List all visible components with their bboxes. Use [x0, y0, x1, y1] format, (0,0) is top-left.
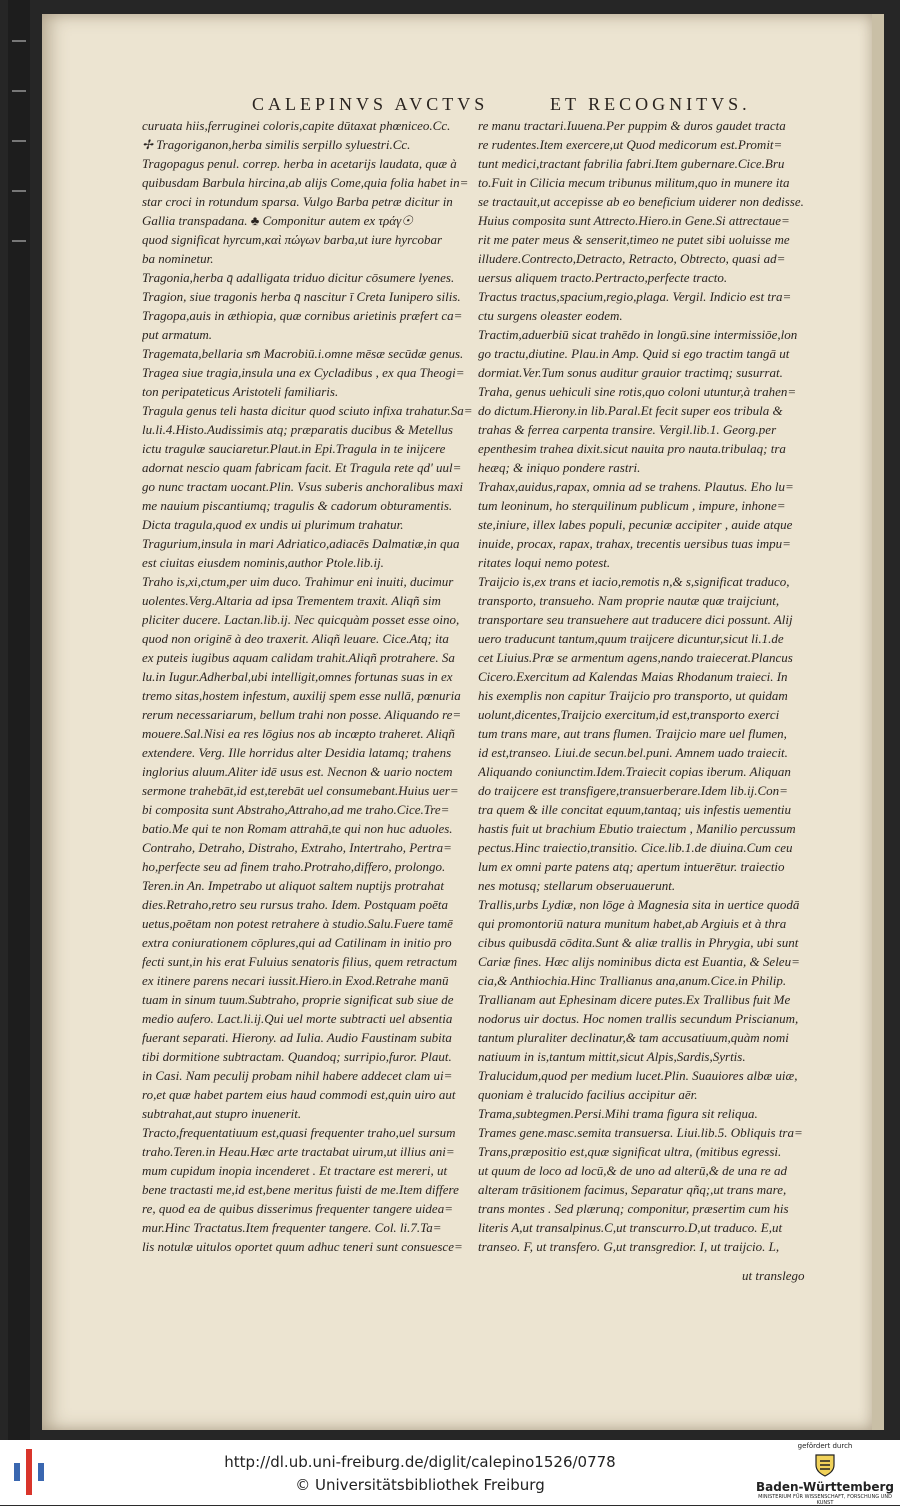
text-line: Cicero.Exercitum ad Kalendas Maias Rhodanum traieci. In	[478, 669, 788, 684]
text-line: Trallis,urbs Lydiæ, non lōge à Magnesia sita in uertice quodā	[478, 897, 800, 912]
text-line: dormiat.Ver.Tum sonus auditur grauior tractimq; susurrat.	[478, 365, 783, 380]
text-line: Tragea siue tragia,insula una ex Cycladibus , ex qua Theogi=	[142, 365, 465, 380]
text-line: tum trans mare, aut trans flumen. Traijcio mare uel flumen,	[478, 726, 787, 741]
text-line: illudere.Contrecto,Detracto, Retracto, Obtrecto, quasi ad=	[478, 251, 786, 266]
text-line: re rudentes.Item exercere,ut Quod medicorum est.Promit=	[478, 137, 783, 152]
text-line: ex itinere parens necari iussit.Hiero.in Exod.Retrahe manū	[142, 973, 449, 988]
left-text-column	[142, 116, 476, 1256]
text-line: quod significat hyrcum,καὶ πώγων barba,ut iure hyrcobar	[142, 232, 443, 247]
text-line: Trans,præpositio est,quæ significat ultra, (mitibus egressi.	[478, 1144, 782, 1159]
text-line: sermone trahebāt,id est,terebāt uel consumebant.Huius uer=	[142, 783, 459, 798]
logo-bar-right	[38, 1463, 44, 1481]
text-line: uero traducunt tantum,quum traijcere dicuntur,sicut li.1.de	[478, 631, 784, 646]
crest-icon	[812, 1452, 838, 1478]
text-line: Trames gene.masc.semita transuersa. Liui.lib.5. Obliquis tra=	[478, 1125, 803, 1140]
text-line: heæq; & iniquo pondere rastri.	[478, 460, 641, 475]
text-line: ritates loqui nemo potest.	[478, 555, 611, 570]
text-line: inglorius aluum.Aliter idē usus est. Necnon & uario noctem	[142, 764, 453, 779]
text-line: tum leoninum, ho sterquilinum publicum , impure, inhone=	[478, 498, 786, 513]
text-line: re manu tractari.Iuuena.Per puppim & duros gaudet tracta	[478, 118, 786, 133]
copyright-notice: © Universitätsbibliothek Freiburg	[295, 1476, 545, 1494]
text-line: Tractim,aduerbiū sicat trahēdo in longū.sine intermissiōe,lon	[478, 327, 798, 342]
text-line: tremo sitas,hostem infestum, auxilij spem esse nullā, pœnuria	[142, 688, 461, 703]
text-line: mouere.Sal.Nisi ea res lōgius nos ab incœpto traheret. Aliqñ	[142, 726, 455, 741]
sponsor-name: Baden-Württemberg	[755, 1480, 894, 1494]
text-line: Teren.in An. Impetrabo ut aliquot saltem nuptijs protrahat	[142, 878, 445, 893]
permalink-url[interactable]: http://dl.ub.uni-freiburg.de/diglit/calepino1526/0778	[224, 1453, 616, 1471]
text-line: Aliquando coniunctim.Idem.Traiecit copias iberum. Aliquan	[478, 764, 791, 779]
text-line: in Casi. Nam peculij probam nihil habere addecet clam ui=	[142, 1068, 453, 1083]
text-line: batio.Me qui te non Romam attrahā,te qui non huc aduoles.	[142, 821, 453, 836]
text-line: tibi dormitione subtractam. Quandoq; surripio,furor. Plaut.	[142, 1049, 452, 1064]
text-line: Contraho, Detraho, Distraho, Extraho, Intertraho, Pertra=	[142, 840, 452, 855]
text-line: Trahax,auidus,rapax, omnia ad se trahens. Plautus. Eho lu=	[478, 479, 794, 494]
text-line: ton peripateticus Aristoteli familiaris.	[142, 384, 339, 399]
text-line: pectus.Hinc traiectio,transitio. Cice.lib.1.de diuina.Cum ceu	[478, 840, 793, 855]
text-line: Trallianam aut Ephesinam dicere putes.Ex Trallibus fuit Me	[478, 992, 791, 1007]
text-line: hastis fuit ut brachium Ebutio traiectum , Manilio percussum	[478, 821, 796, 836]
text-line: star croci in rotundum sparsa. Vulgo Barba petræ dicitur in	[142, 194, 453, 209]
running-header-left: CALEPINVS AVCTVS	[252, 94, 489, 114]
text-line: me nauium piscantiumq; tragulis & cadorum obturamentis.	[142, 498, 453, 513]
text-line: rerum necessariarum, bellum trahi non posse. Aliquando re=	[142, 707, 462, 722]
text-line: mur.Hinc Tractatus.Item frequenter tangere. Col. li.7.Ta=	[142, 1220, 442, 1235]
text-line: se tractauit,ut accepisse ab eo beneficium uiderer non dedisse.	[478, 194, 804, 209]
text-line: re, quod ea de quibus disserimus frequenter tangere uidea=	[142, 1201, 453, 1216]
text-line: literis A,ut transalpinus.C,ut transcurro.D,ut traduco. E,ut	[478, 1220, 783, 1235]
text-line: lu.in Iugur.Adherbal,ubi intelligit,omnes fortunas suas in ex	[142, 669, 453, 684]
text-line: trahas & ferrea carpenta transire. Vergil.lib.1. Georg.per	[478, 422, 777, 437]
text-line: quoniam è tralucido facilius accipitur aēr.	[478, 1087, 698, 1102]
text-line: transeo. F, ut transfero. G,ut transgredior. I, ut traijcio. L,	[478, 1239, 780, 1254]
text-line: lum ex omni parte patens atq; apertum intuerētur. traiectio	[478, 859, 785, 874]
text-line: trans montes . Sed plærunq; componitur, præsertim cum his	[478, 1201, 789, 1216]
text-line: to.Fuit in Cilicia mecum tribunus militum,quo in munere ita	[478, 175, 790, 190]
text-line: traho.Teren.in Heau.Hæc arte tractabat uirum,ut illius ani=	[142, 1144, 455, 1159]
text-line: subtrahat,aut stupro inuenerit.	[142, 1106, 302, 1121]
text-line: Tragion, siue tragonis herba q̄ nascitur ī Creta Iunipero silis.	[142, 289, 461, 304]
text-line: tunt medici,tractant fabrilia fabri.Item gubernare.Cice.Bru	[478, 156, 785, 171]
text-line: ste,iniure, illex labes populi, pecuniæ accipiter , auide atque	[478, 517, 793, 532]
text-line: Tracto,frequentatiuum est,quasi frequenter traho,uel sursum	[142, 1125, 456, 1140]
page-edge	[872, 14, 884, 1430]
text-line: fecti sunt,in his erat Fuluius senatoris filius, quem retractum	[142, 954, 458, 969]
text-line: go nunc tractam uocant.Plin. Vsus suberis anchoralibus maxi	[142, 479, 464, 494]
text-line: uolentes.Verg.Altaria ad ipsa Trementem traxit. Aliqñ sim	[142, 593, 441, 608]
scan-ruler	[8, 0, 30, 1440]
sponsor-label: gefördert durch	[797, 1442, 853, 1450]
text-line: fuerant separati. Hierony. ad Iulia. Audio Faustinam subita	[142, 1030, 452, 1045]
text-line: mum cupidum inopia incenderet . Et tractare est mereri, ut	[142, 1163, 448, 1178]
text-line: dies.Retraho,retro seu rursus traho. Idem. Postquam poēta	[142, 897, 448, 912]
text-line: Huius composita sunt Attrecto.Hiero.in Gene.Si attrectaue=	[478, 213, 790, 228]
text-line: ut quum de loco ad locū,& de uno ad alterū,& de una re ad	[478, 1163, 787, 1178]
sponsor-ministry: MINISTERIUM FÜR WISSENSCHAFT, FORSCHUNG UND KUNST	[758, 1494, 892, 1506]
text-line: bi composita sunt Abstraho,Attraho,ad me traho.Cice.Tre=	[142, 802, 450, 817]
logo-bar-center	[26, 1449, 32, 1495]
text-line: go tractu,diutine. Plau.in Amp. Quid si ego tractim tangā ut	[478, 346, 790, 361]
text-line: Traijcio is,ex trans et iacio,remotis n,& s,significat traduco,	[478, 574, 790, 589]
text-line: natiuum in is,tantum mittit,sicut Alpis,Sardis,Syrtis.	[478, 1049, 746, 1064]
text-line: bene tractasti me,id est,bene meritus fuisti de me.Item differe	[142, 1182, 459, 1197]
text-line: do dictum.Hierony.in lib.Paral.Et fecit super eos tribula &	[478, 403, 783, 418]
text-line: Cariæ fines. Hæc alijs nominibus dicta est Euantia, & Seleu=	[478, 954, 800, 969]
text-line: nodorus uir doctus. Hoc nomen trallis secundum Priscianum,	[478, 1011, 799, 1026]
text-line: uolunt,dicentes,Traijcio exercitum,id est,transporto exerci	[478, 707, 780, 722]
text-line: pliciter ducere. Lactan.lib.ij. Nec quicquàm posset esse oino,	[142, 612, 460, 627]
text-line: ictu tragulæ sauciaretur.Plaut.in Epi.Tragula in te inijcere	[142, 441, 446, 456]
text-line: Tragopagus penul. correp. herba in acetarijs laudata, quæ à	[142, 156, 457, 171]
text-line: uetus,poētam non potest retrahere à studio.Salu.Fuere tamē	[142, 916, 453, 931]
text-line: ba nominetur.	[142, 251, 214, 266]
text-line: qui promontoriū natura munitum habet,ab Argiuis et à thra	[478, 916, 787, 931]
text-line: id est,transeo. Liui.de secun.bel.puni. Amnem uado traiecit.	[478, 745, 788, 760]
text-line: Traho is,xi,ctum,per uim duco. Trahimur eni inuiti, ducimur	[142, 574, 454, 589]
sponsor-block	[755, 1442, 895, 1506]
text-line: Tralucidum,quod per medium lucet.Plin. Suauiores albæ uiæ,	[478, 1068, 798, 1083]
text-line: Tragopa,auis in æthiopia, quæ cornibus arietinis præfert ca=	[142, 308, 463, 323]
library-logo-icon	[14, 1449, 44, 1495]
text-line: ctu surgens oleaster eodem.	[478, 308, 623, 323]
text-line: cia,& Anthiochia.Hinc Trallianus ana,anum.Cice.in Philip.	[478, 973, 787, 988]
text-line: uersus aliquem tracto.Pertracto,perfecte tracto.	[478, 270, 728, 285]
logo-bar-left	[14, 1463, 20, 1481]
text-line: quod non originē à deo traxerit. Aliqñ leuare. Cice.Atq; ita	[142, 631, 449, 646]
text-line: Dicta tragula,quod ex undis ui plurimum trahatur.	[142, 517, 404, 532]
text-line: his exemplis non capitur Traijcio pro transporto, ut quidam	[478, 688, 788, 703]
text-line: est ciuitas eiusdem nominis,author Ptole.lib.ij.	[142, 555, 384, 570]
right-text-column	[478, 116, 812, 1256]
catchword: ut translego	[742, 1268, 805, 1283]
text-line: ro,et quæ habet partem eius haud commodi est,quin uiro aut	[142, 1087, 456, 1102]
text-line: curuata hiis,ferruginei coloris,capite dūtaxat phœniceo.Cc.	[142, 118, 451, 133]
running-header-right: ET RECOGNITVS.	[550, 94, 751, 114]
text-line: ho,perfecte seu ad finem traho.Protraho,differo, prolongo.	[142, 859, 446, 874]
footer-bar	[0, 1440, 900, 1505]
text-line: Tractus tractus,spacium,regio,plaga. Vergil. Indicio est tra=	[478, 289, 792, 304]
text-line: quibusdam Barbula hircina,ab alijs Come,quia folia habet in=	[142, 175, 469, 190]
text-line: Tragemata,bellaria sm̄ Macrobiū.i.omne mēsæ secūdæ genus.	[142, 346, 464, 361]
text-line: nes motusq; stellarum obseruauerunt.	[478, 878, 676, 893]
text-line: cet Liuius.Præ se armentum agens,nando traiecerat.Plancus	[478, 650, 793, 665]
text-line: put armatum.	[142, 327, 213, 342]
text-line: Tragula genus teli hasta dicitur quod sciuto infixa trahatur.Sa=	[142, 403, 473, 418]
text-line: tuam in sinum tuum.Subtraho, proprie significat sub siue de	[142, 992, 454, 1007]
text-line: transporto, transueho. Nam proprie nautæ quæ traijciunt,	[478, 593, 780, 608]
text-line: Tragonia,herba q̄ adalligata triduo dicitur cōsumere lyenes.	[142, 270, 455, 285]
text-line: alteram trāsitionem facimus, Separatur qñq;,ut trans mare,	[478, 1182, 787, 1197]
text-line: Tragurium,insula in mari Adriatico,adiacēs Dalmatiæ,in qua	[142, 536, 460, 551]
text-line: inuide, procax, rapax, trahax, trecentis uersibus tuas impu=	[478, 536, 791, 551]
text-line: medio aufero. Lact.li.ij.Qui uel morte subtracti uel absentia	[142, 1011, 453, 1026]
text-line: extra coniurationem cōplures,qui ad Catilinam in initio pro	[142, 935, 452, 950]
text-line: cibus quibusdā cōdita.Sunt & aliæ trallis in Phrygia, ubi sunt	[478, 935, 799, 950]
text-line: tantum pluraliter declinatur,& tam accusatiuum,quàm nomi	[478, 1030, 789, 1045]
text-line: Trama,subtegmen.Persi.Mihi trama figura sit reliqua.	[478, 1106, 758, 1121]
text-line: adornat nescio quam fabricam facit. Et Tragula rete qd' uul=	[142, 460, 462, 475]
text-line: extendere. Verg. Ille horridus alter Desidia latamq; trahens	[142, 745, 452, 760]
text-line: lu.li.4.Histo.Audissimis atq; præparatis ducibus & Metellus	[142, 422, 453, 437]
text-line: rit me pater meus & senserit,timeo ne putet sibi uoluisse me	[478, 232, 790, 247]
text-line: lis notulæ uitulos oportet quum adhuc teneri sunt consuesce=	[142, 1239, 463, 1254]
text-line: ✢ Tragoriganon,herba similis serpillo syluestri.Cc.	[142, 137, 411, 152]
text-line: Traha, genus uehiculi sine rotis,quo coloni utuntur,à trahen=	[478, 384, 797, 399]
text-line: transportare seu transuehere aut traducere dici possunt. Alij	[478, 612, 793, 627]
text-line: Gallia transpadana. ♣ Componitur autem ex τράγ☉	[142, 213, 413, 228]
text-line: epenthesim trahea dixit.sicut nauita pro nauta.tribulaq; tra	[478, 441, 786, 456]
text-line: tra quem & ille concitat equum,tantaq; uis infestis uementiu	[478, 802, 792, 817]
text-line: ex puteis iugibus aquam calidam trahit.Aliqñ protrahere. Sa	[142, 650, 455, 665]
text-line: do traijcere est transfigere,transuerberare.Idem lib.ij.Con=	[478, 783, 788, 798]
